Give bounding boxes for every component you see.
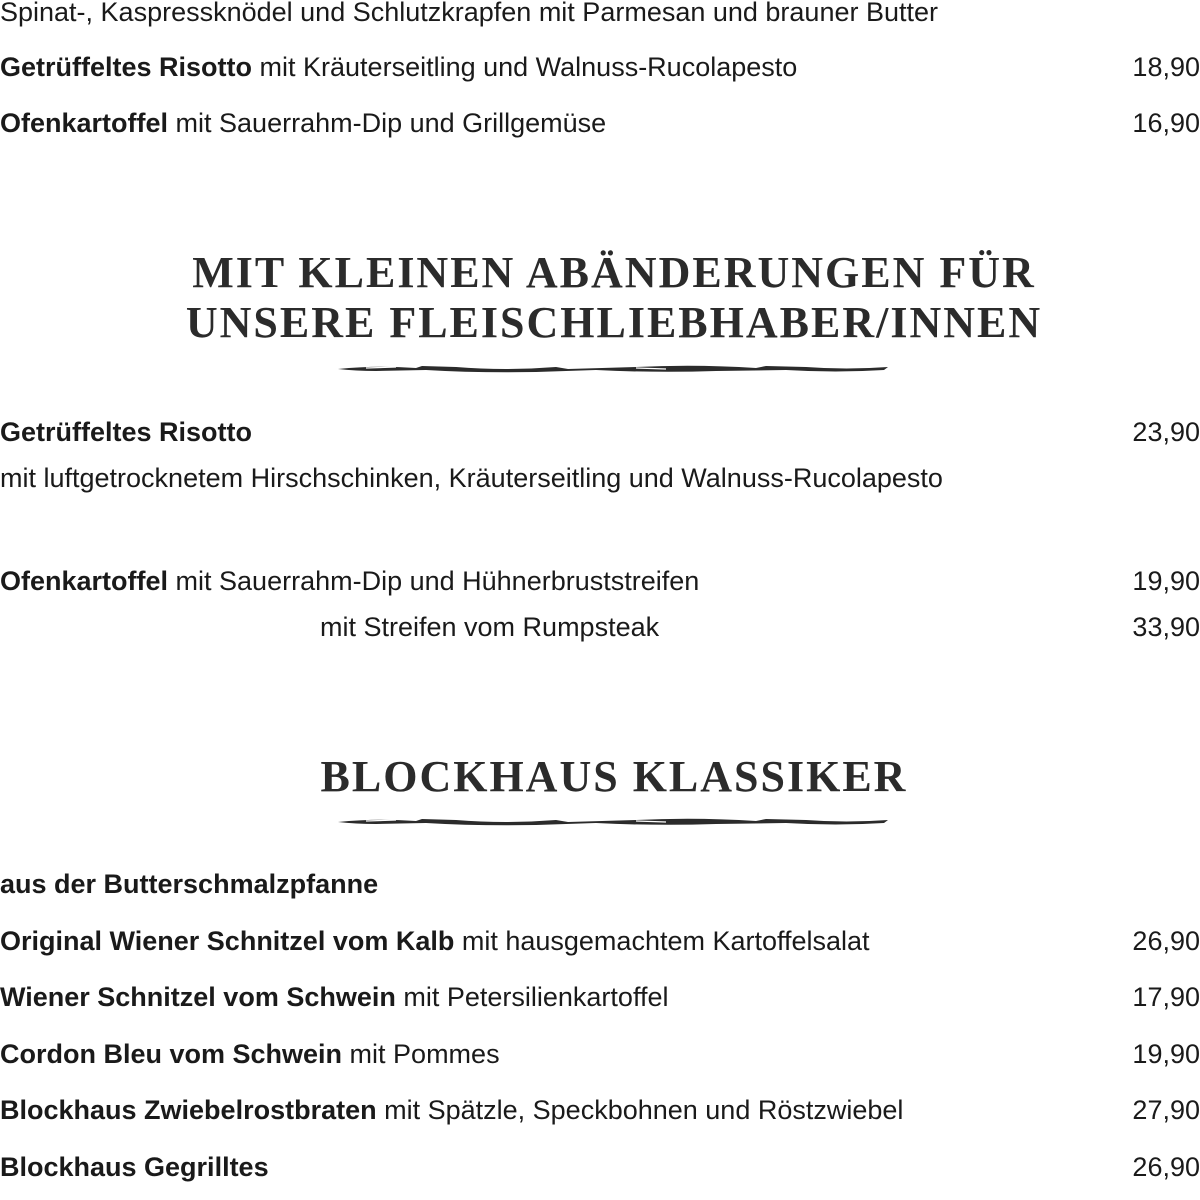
dish-price: 33,90	[1132, 612, 1200, 642]
dish-description: mit Spätzle, Speckbohnen und Röstzwiebel	[376, 1095, 904, 1125]
menu-item-risotto-veg	[0, 47, 1200, 87]
dish-name: Ofenkartoffel	[0, 566, 169, 596]
dish-name: Getrüffeltes Risotto	[0, 52, 253, 82]
menu-item-risotto-meat	[0, 412, 1200, 452]
menu-item-continuation	[0, 0, 1200, 32]
dish-description: mit Sauerrahm-Dip und Hühnerbruststreifen	[168, 566, 700, 596]
menu-item-ofenkartoffel-variant	[0, 607, 1200, 647]
dish-name: Wiener Schnitzel vom Schwein	[0, 982, 396, 1012]
section-heading-meat-line1: MIT KLEINEN ABÄNDERUNGEN FÜR	[192, 248, 1036, 297]
dish-name: Cordon Bleu vom Schwein	[0, 1039, 343, 1069]
dish-price: 27,90	[1132, 1095, 1200, 1125]
dish-name: Blockhaus Zwiebelrostbraten	[0, 1095, 377, 1125]
dish-name: Ofenkartoffel	[0, 108, 169, 138]
dish-price: 19,90	[1132, 1039, 1200, 1069]
classics-subheading	[0, 864, 1200, 904]
dish-description: mit Sauerrahm-Dip und Grillgemüse	[168, 108, 607, 138]
menu-item	[0, 1147, 1200, 1187]
menu-item	[0, 1034, 1200, 1074]
subheading-text: aus der Butterschmalzpfanne	[0, 869, 379, 899]
dish-name: Getrüffeltes Risotto	[0, 417, 253, 447]
dish-price: 17,90	[1132, 982, 1200, 1012]
dish-description: mit Pommes	[342, 1039, 500, 1069]
brush-divider-icon	[336, 362, 892, 374]
menu-item	[0, 1090, 1200, 1130]
dish-price: 19,90	[1132, 566, 1200, 596]
dish-price: 23,90	[1132, 417, 1200, 447]
item-description: Spinat-, Kaspressknödel und Schlutzkrapfen mit Parmesan und brauner Butter	[0, 0, 939, 27]
dish-description: mit Kräuterseitling und Walnuss-Rucolapesto	[252, 52, 798, 82]
dish-description: mit luftgetrocknetem Hirschschinken, Kräuterseitling und Walnuss-Rucolapesto	[0, 463, 943, 493]
dish-price: 18,90	[1132, 52, 1200, 82]
menu-item-ofenkartoffel-meat	[0, 561, 1200, 601]
menu-item	[0, 977, 1200, 1017]
brush-divider-icon	[336, 815, 892, 827]
dish-price: 26,90	[1132, 926, 1200, 956]
dish-description: mit Streifen vom Rumpsteak	[320, 612, 660, 642]
dish-name: Blockhaus Gegrilltes	[0, 1152, 269, 1182]
dish-description: mit Petersilienkartoffel	[395, 982, 669, 1012]
dish-price: 26,90	[1132, 1152, 1200, 1182]
dish-description: mit hausgemachtem Kartoffelsalat	[454, 926, 870, 956]
dish-name: Original Wiener Schnitzel vom Kalb	[0, 926, 455, 956]
menu-item-ofenkartoffel-veg	[0, 103, 1200, 143]
menu-item	[0, 921, 1200, 961]
section-heading-meat-line2: UNSERE FLEISCHLIEBHABER/INNEN	[185, 298, 1043, 347]
menu-item-risotto-meat-description	[0, 458, 1200, 498]
dish-price: 16,90	[1132, 108, 1200, 138]
section-heading-classics: BLOCKHAUS KLASSIKER	[320, 752, 908, 801]
